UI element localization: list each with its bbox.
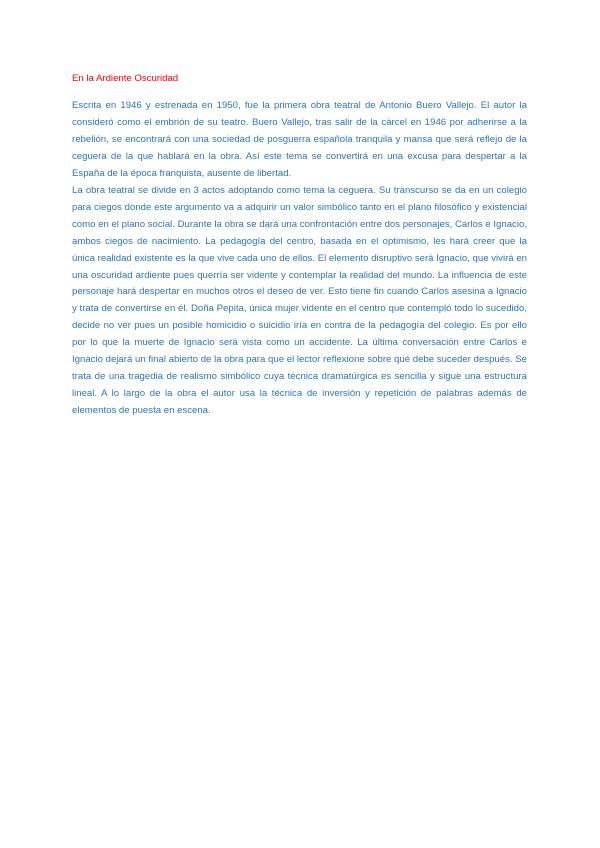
paragraph-intro: Escrita en 1946 y estrenada en 1950, fue la primera obra teatral de Antonio Buero Vallejo. El autor la consideró como el embrión de su teatro. Buero Vallejo, tras salir de la cárcel en 1946 por adherirse a la rebelión, se encontrará con una sociedad de posguerra española tranquila y mansa que será reflejo de la ceguera de la que hablará en la obra. Así este tema se convertirá en una excusa para despertar a la España de la época franquista, ausente de libertad. [72,100,527,179]
paragraph-summary: La obra teatral se divide en 3 actos adoptando como tema la ceguera. Su transcurso se da en un colegio para ciegos donde este argumento va a adquirir un valor simbólico tanto en el plano filosófico y existencial como en el plano social. Durante la obra se dará una confrontación entre dos personajes, Carlos e Ignacio, ambos ciegos de nacimiento. La pedagogía del centro, basada en el optimismo, les hará creer que la única realidad existente es la que vive cada uno de ellos. El elemento disruptivo será Ignacio, que vivirá en una oscuridad ardiente pues querría ser vidente y contemplar la realidad del mundo. La influencia de este personaje hará despertar en muchos otros el deseo de ver. Esto tiene fin cuando Carlos asesina a Ignacio y trata de convertirse en él. Doña Pepita, única mujer vidente en el centro que contempló todo lo sucedido, decide no ver pues un posible homicidio o suicidio iría en contra de la pedagogía del colegio. Es por ello por lo que la muerte de Ignacio será vista como un accidente. La última conversación entre Carlos e Ignacio dejará un final abierto de la obra para que el lector reflexione sobre qué debe suceder después. Se trata de una tragedia de realismo simbólico cuya técnica dramatúrgica es sencilla y sigue una estructura lineal. A lo largo de la obra el autor usa la técnica de inversión y repetición de palabras además de elementos de puesta en escena. [72,185,527,416]
document-title: En la Ardiente Oscuridad [72,73,179,84]
